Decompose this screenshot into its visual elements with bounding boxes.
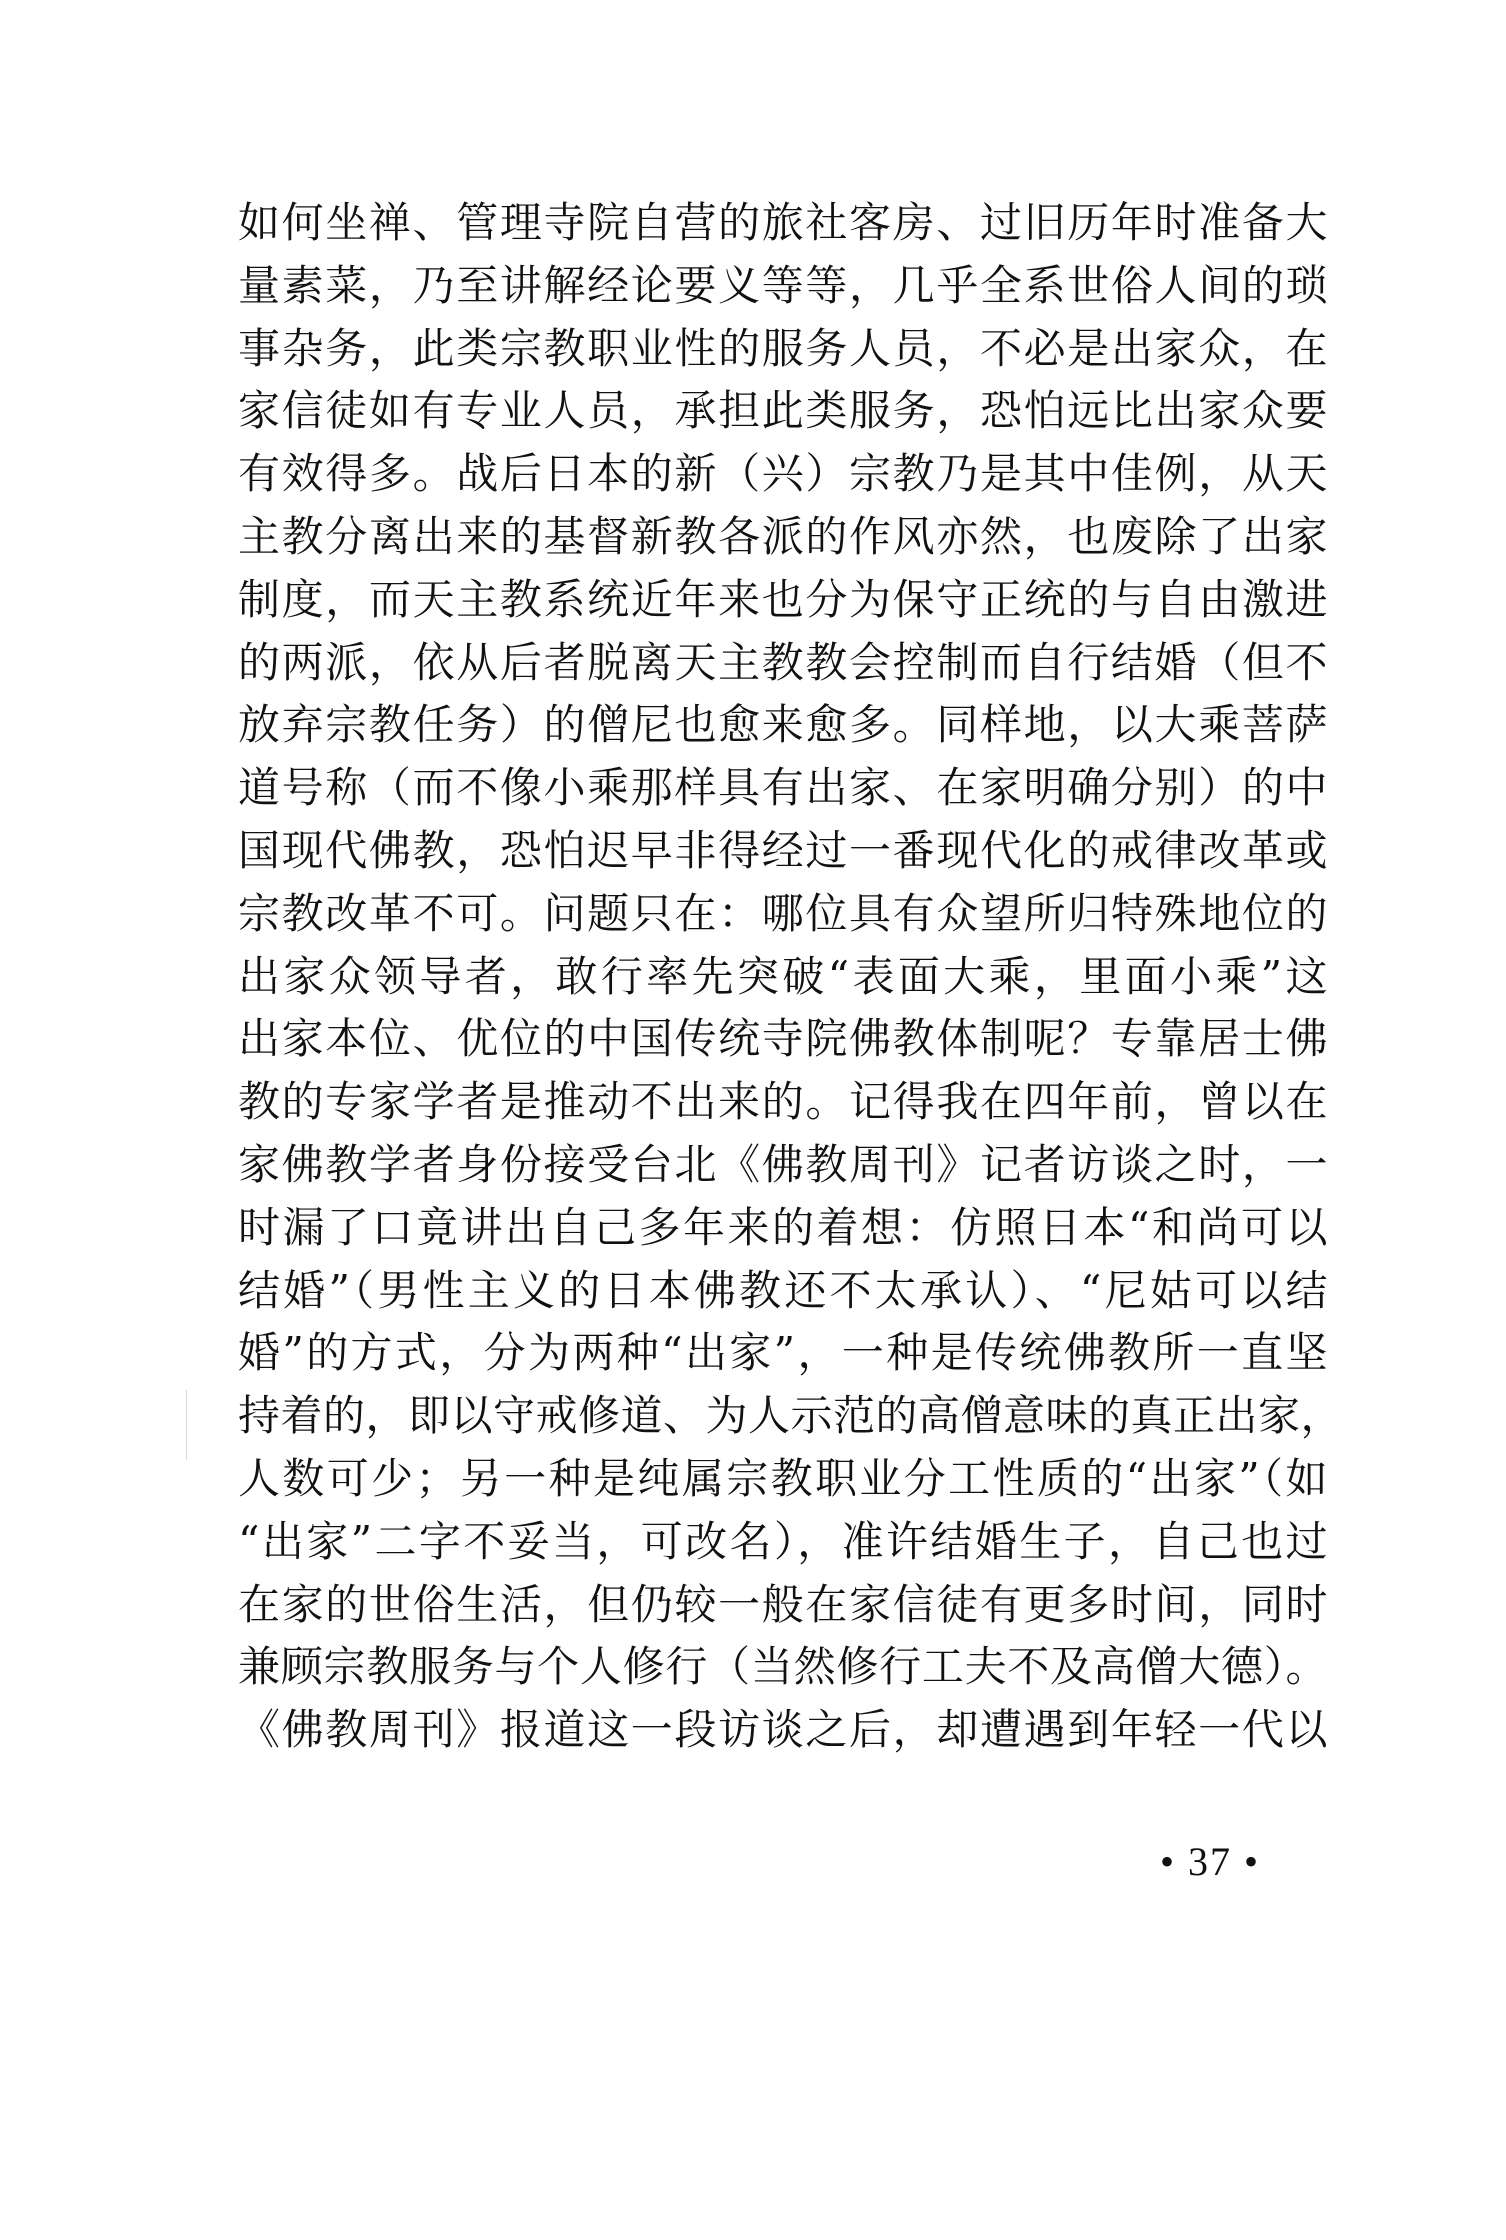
text-line: 量素菜，乃至讲解经论要义等等，几乎全系世俗人间的琐 [238,260,1328,310]
margin-mark [186,1390,187,1460]
text-line: 持着的，即以守戒修道、为人示范的高僧意味的真正出家， [238,1391,1344,1441]
text-line: 出家众领导者，敢行率先突破“表面大乘，里面小乘”这 [238,951,1328,1001]
text-line: 的两派，依从后者脱离天主教教会控制而自行结婚（但不 [238,637,1328,687]
text-line: 人数可少；另一种是纯属宗教职业分工性质的“出家”（如 [238,1453,1328,1503]
text-line: “出家”二字不妥当，可改名），准许结婚生子，自己也过 [238,1516,1328,1566]
text-line: 结婚”（男性主义的日本佛教还不太承认）、“尼姑可以结 [238,1265,1328,1315]
text-line: 主教分离出来的基督新教各派的作风亦然，也废除了出家 [238,511,1328,561]
text-line: 家信徒如有专业人员，承担此类服务，恐怕远比出家众要 [238,386,1328,436]
text-line: 《佛教周刊》报道这一段访谈之后，却遭遇到年轻一代以 [238,1705,1328,1755]
text-line: 家佛教学者身份接受台北《佛教周刊》记者访谈之时，一 [238,1139,1328,1189]
text-line: 道号称（而不像小乘那样具有出家、在家明确分别）的中 [238,763,1328,813]
text-line: 事杂务，此类宗教职业性的服务人员，不必是出家众，在 [238,323,1328,373]
text-line: 制度，而天主教系统近年来也分为保守正统的与自由激进 [238,574,1328,624]
text-line: 兼顾宗教服务与个人修行（当然修行工夫不及高僧大德）。 [238,1642,1328,1692]
text-line: 婚”的方式，分为两种“出家”，一种是传统佛教所一直坚 [238,1328,1328,1378]
text-line: 在家的世俗生活，但仍较一般在家信徒有更多时间，同时 [238,1579,1328,1629]
text-line: 如何坐禅、管理寺院自营的旅社客房、过旧历年时准备大 [238,198,1328,247]
text-line: 国现代佛教，恐怕迟早非得经过一番现代化的戒律改革或 [238,825,1328,875]
text-line: 时漏了口竟讲出自己多年来的着想：仿照日本“和尚可以 [238,1202,1328,1252]
page-number: • 37 • [1160,1839,1261,1884]
text-line: 有效得多。战后日本的新（兴）宗教乃是其中佳例，从天 [238,449,1328,499]
text-line: 教的专家学者是推动不出来的。记得我在四年前，曾以在 [238,1077,1328,1127]
text-line: 出家本位、优位的中国传统寺院佛教体制呢？专靠居士佛 [238,1014,1328,1064]
text-line: 放弃宗教任务）的僧尼也愈来愈多。同样地，以大乘菩萨 [238,700,1328,750]
text-line: 宗教改革不可。问题只在：哪位具有众望所归特殊地位的 [238,888,1328,938]
body-text [238,192,1344,1762]
